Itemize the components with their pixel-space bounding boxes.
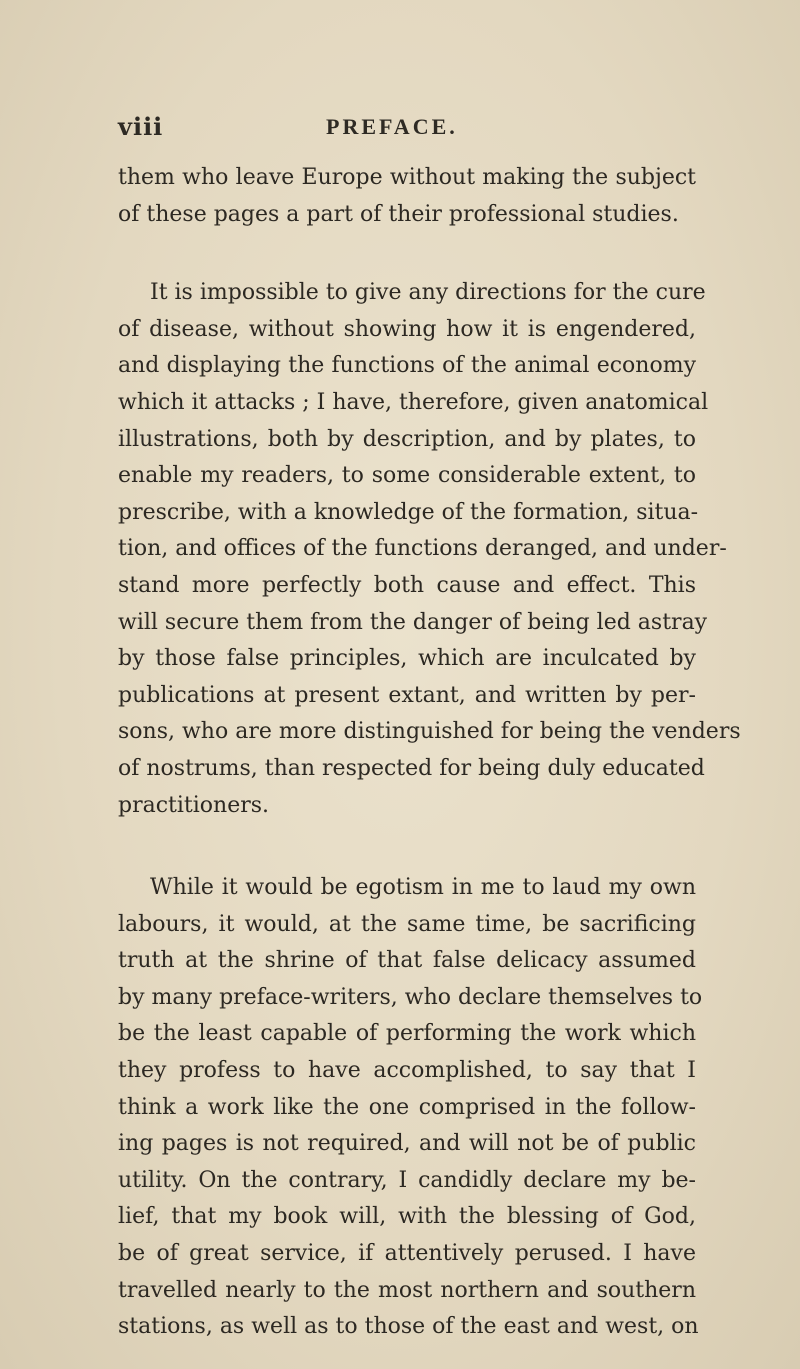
text-line: labours, it would, at the same time, be sacrificing [118,911,696,937]
text-line: by many preface-writers, who declare themselves to [118,984,703,1010]
text-line: be the least capable of performing the work which [118,1021,696,1047]
text-line: lief, that my book will, with the blessing of God, [118,1204,696,1230]
text-line: enable my readers, to some considerable extent, to [118,463,696,489]
text-line: truth at the shrine of that false delicacy assumed [118,948,696,974]
text-line: sons, who are more distinguished for being the venders [118,719,741,745]
text-line: tion, and offices of the functions deranged, and under- [118,536,727,562]
text-line: While it would be egotism in me to laud my own [150,875,696,901]
text-line: which it attacks ; I have, therefore, given anatomical [118,389,709,415]
text-line: of disease, without showing how it is engendered, [118,316,696,342]
text-line: of nostrums, than respected for being duly educated [118,755,705,781]
text-line: travelled nearly to the most northern and southern [118,1277,696,1303]
text-line: by those false principles, which are inculcated by [118,646,696,672]
text-line: they profess to have accomplished, to say that I [118,1058,696,1084]
paragraph-2 [118,275,741,824]
text-line: and displaying the functions of the animal economy [118,353,696,379]
paragraph-1 [118,160,696,233]
text-line: of these pages a part of their professional studies. [118,201,679,227]
text-line: prescribe, with a knowledge of the formation, situa- [118,499,699,525]
body-text [118,160,741,1346]
running-head: PREFACE. [326,114,458,139]
text-line: think a work like the one comprised in the follow- [118,1094,696,1120]
text-line: stations, as well as to those of the east and west, on [118,1314,699,1340]
text-line: ing pages is not required, and will not be of public [118,1131,696,1157]
text-line: It is impossible to give any directions for the cure [150,280,706,306]
text-line: utility. On the contrary, I candidly declare my be- [118,1167,696,1193]
text-line: stand more perfectly both cause and effect. This [118,572,696,598]
text-line: them who leave Europe without making the subject [118,165,696,190]
text-line: publications at present extant, and written by per- [118,682,696,708]
page-header [118,112,678,152]
page-number: viii [118,112,164,141]
text-line: will secure them from the danger of being led astray [118,609,708,635]
text-line: illustrations, both by description, and by plates, to [118,426,696,452]
text-line: be of great service, if attentively perused. I have [118,1241,696,1267]
paragraph-3 [118,870,703,1346]
text-line: practitioners. [118,792,270,818]
